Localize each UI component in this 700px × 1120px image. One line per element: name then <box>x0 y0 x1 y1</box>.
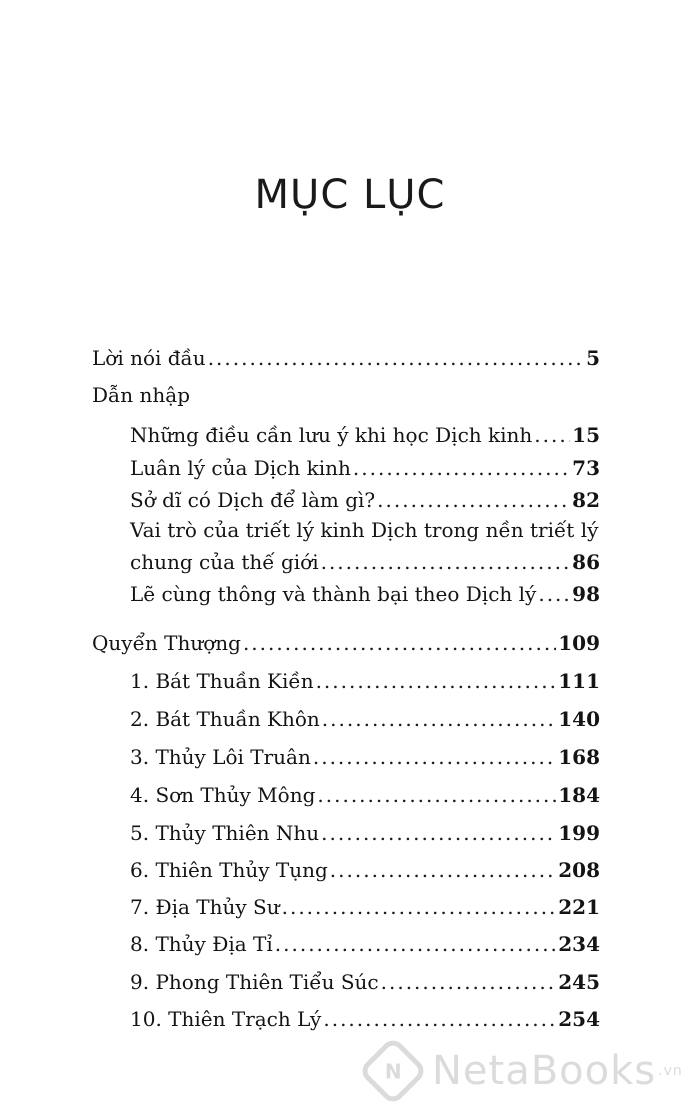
toc-entry[interactable] <box>130 456 600 482</box>
toc-entry-label: chung của thế giới <box>130 550 319 574</box>
toc-entry[interactable] <box>130 858 600 884</box>
toc-entry-page: 111 <box>558 669 600 693</box>
toc-entry-page: 199 <box>558 821 600 845</box>
leader-dots <box>282 895 557 919</box>
leader-dots <box>330 858 556 882</box>
toc-entry[interactable] <box>130 745 600 771</box>
leader-dots <box>353 456 570 480</box>
toc-section-heading: Dẫn nhập <box>92 383 191 407</box>
toc-entry-label: 2. Bát Thuần Khôn <box>130 707 320 731</box>
toc-entry[interactable] <box>130 932 600 958</box>
leader-dots <box>322 707 556 731</box>
page-title: MỤC LỤC <box>254 172 446 218</box>
toc-entry-page: 254 <box>558 1007 600 1031</box>
toc-entry-label: 3. Thủy Lôi Truân <box>130 745 311 769</box>
toc-entry-label: Luân lý của Dịch kinh <box>130 456 351 480</box>
toc-entry-label: 4. Sơn Thủy Mông <box>130 783 316 807</box>
leader-dots <box>538 582 570 606</box>
toc-entry[interactable] <box>130 488 600 514</box>
toc-entry-label: 5. Thủy Thiên Nhu <box>130 821 320 845</box>
toc-entry-page: 15 <box>572 423 600 447</box>
leader-dots <box>381 970 557 994</box>
leader-dots <box>323 1007 556 1031</box>
leader-dots <box>208 346 584 370</box>
watermark-brand: NetaBooks <box>432 1048 657 1094</box>
toc-entry-page: 245 <box>558 970 600 994</box>
toc-entry[interactable] <box>130 423 600 449</box>
leader-dots <box>317 783 556 807</box>
toc-entry-label: 6. Thiên Thủy Tụng <box>130 858 328 882</box>
toc-entry-label: Lời nói đầu <box>92 346 206 370</box>
toc-entry[interactable] <box>130 1007 600 1033</box>
toc-entry-page: 208 <box>558 858 600 882</box>
toc-entry-page: 73 <box>572 456 600 480</box>
toc-entry-page: 5 <box>586 346 600 370</box>
toc-entry-label: 7. Địa Thủy Sư <box>130 895 280 919</box>
toc-entry[interactable] <box>130 582 600 608</box>
leader-dots <box>313 745 556 769</box>
watermark-suffix: .vn <box>658 1063 683 1079</box>
toc-entry[interactable] <box>130 783 600 809</box>
toc-entry[interactable] <box>130 669 600 695</box>
leader-dots <box>275 932 556 956</box>
toc-entry-label: Quyển Thượng <box>92 631 241 655</box>
toc-entry-label-line1: Vai trò của triết lý kinh Dịch trong nền triết lý <box>130 518 599 542</box>
toc-entry-label: 10. Thiên Trạch Lý <box>130 1007 322 1031</box>
toc-entry-page: 168 <box>558 745 600 769</box>
toc-entry[interactable] <box>130 895 600 921</box>
leader-dots <box>377 488 570 512</box>
toc-entry-label: 9. Phong Thiên Tiểu Súc <box>130 970 379 994</box>
toc-entry-page: 221 <box>558 895 600 919</box>
toc-entry-page: 82 <box>572 488 600 512</box>
toc-entry-label: Lẽ cùng thông và thành bại theo Dịch lý <box>130 582 537 606</box>
toc-entry-page: 140 <box>558 707 600 731</box>
toc-entry-preface[interactable] <box>92 346 600 372</box>
netabooks-logo-icon: N <box>358 1036 429 1107</box>
toc-entry-page: 234 <box>558 932 600 956</box>
toc-entry-page: 184 <box>558 783 600 807</box>
toc-entry[interactable] <box>130 970 600 996</box>
leader-dots <box>321 550 571 574</box>
leader-dots <box>243 631 556 655</box>
toc-entry[interactable] <box>130 550 600 576</box>
toc-entry-page: 109 <box>558 631 600 655</box>
toc-entry-page: 98 <box>572 582 600 606</box>
toc-entry[interactable] <box>130 707 600 733</box>
toc-entry-page: 86 <box>572 550 600 574</box>
toc-entry-book[interactable] <box>92 631 600 657</box>
leader-dots <box>316 669 557 693</box>
toc-entry[interactable] <box>130 821 600 847</box>
toc-entry-label: Những điều cần lưu ý khi học Dịch kinh <box>130 423 533 447</box>
leader-dots <box>534 423 570 447</box>
toc-entry-label: Sở dĩ có Dịch để làm gì? <box>130 488 376 512</box>
toc-entry-label: 1. Bát Thuần Kiền <box>130 669 314 693</box>
toc-entry-label: 8. Thủy Địa Tỉ <box>130 932 273 956</box>
leader-dots <box>321 821 556 845</box>
netabooks-watermark <box>362 1040 692 1102</box>
